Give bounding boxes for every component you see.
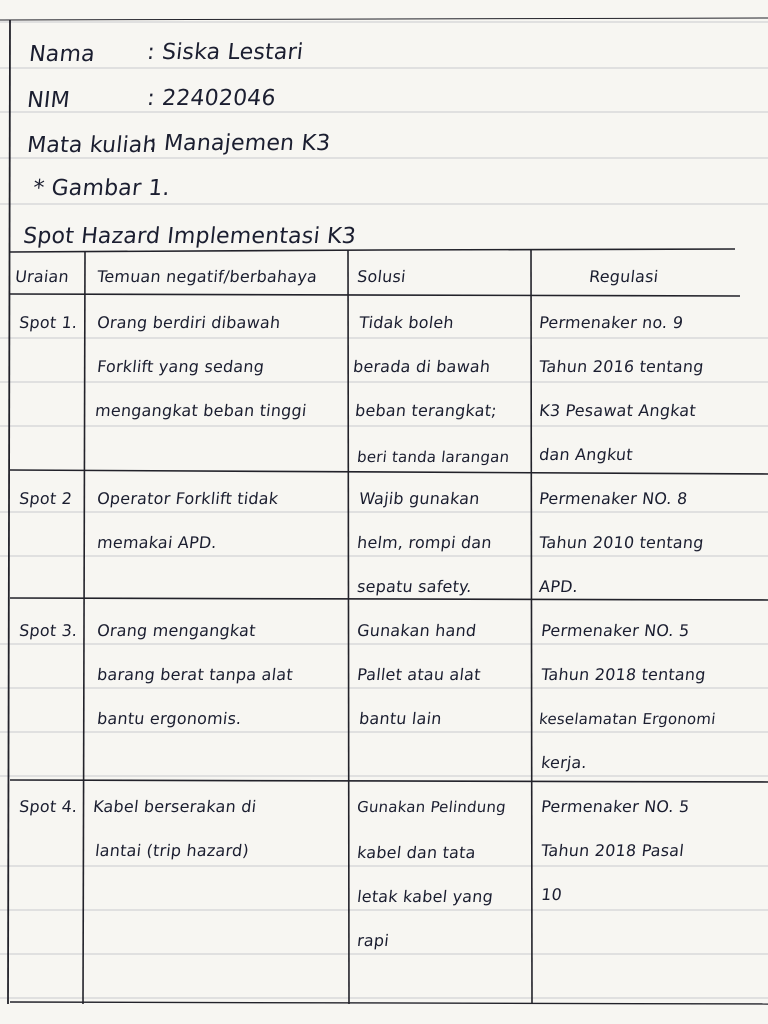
solusi-line: letak kabel yang [356, 887, 495, 906]
course-label: Mata kuliah [25, 133, 158, 158]
regulasi-line: keselamatan Ergonomi [538, 710, 717, 728]
course-value: : Manajemen K3 [147, 131, 332, 156]
regulasi-line: Permenaker no. 9 [538, 313, 685, 332]
solusi-line: rapi [356, 931, 391, 950]
table-title: Spot Hazard Implementasi K3 [21, 224, 358, 249]
temuan-line: memakai APD. [96, 533, 218, 552]
solusi-line: helm, rompi dan [356, 533, 493, 552]
regulasi-line: 10 [540, 885, 563, 904]
col-header-regulasi: Regulasi [588, 267, 660, 286]
solusi-line: Tidak boleh [358, 313, 455, 332]
temuan-line: Operator Forklift tidak [96, 489, 280, 508]
regulasi-line: Permenaker NO. 8 [538, 489, 689, 508]
temuan-line: Orang berdiri dibawah [96, 313, 282, 332]
figure-label: * Gambar 1. [31, 176, 172, 201]
solusi-line: berada di bawah [352, 357, 492, 376]
regulasi-line: Permenaker NO. 5 [540, 797, 691, 816]
nim-value: : 22402046 [145, 86, 277, 111]
regulasi-line: Tahun 2018 tentang [540, 665, 707, 684]
temuan-line: Orang mengangkat [96, 621, 257, 640]
solusi-line: sepatu safety. [356, 577, 473, 596]
regulasi-line: Tahun 2010 tentang [538, 533, 705, 552]
solusi-line: Wajib gunakan [358, 489, 481, 508]
col-header-uraian: Uraian [14, 267, 70, 286]
col-header-solusi: Solusi [356, 267, 407, 286]
col-header-temuan: Temuan negatif/berbahaya [96, 267, 319, 286]
solusi-line: Gunakan Pelindung [356, 798, 507, 816]
solusi-line: kabel dan tata [356, 843, 477, 862]
solusi-line: beri tanda larangan [356, 448, 511, 466]
spot-label: Spot 3. [18, 621, 79, 640]
nim-label: NIM [25, 88, 72, 113]
regulasi-line: APD. [538, 577, 580, 596]
temuan-line: Kabel berserakan di [92, 797, 258, 816]
temuan-line: lantai (trip hazard) [94, 841, 250, 860]
regulasi-line: Tahun 2018 Pasal [540, 841, 685, 860]
regulasi-line: kerja. [540, 753, 588, 772]
regulasi-line: K3 Pesawat Angkat [538, 401, 697, 420]
solusi-line: beban terangkat; [354, 401, 498, 420]
spot-label: Spot 2 [18, 489, 74, 508]
solusi-line: Pallet atau alat [356, 665, 482, 684]
regulasi-line: Permenaker NO. 5 [540, 621, 691, 640]
spot-label: Spot 4. [18, 797, 79, 816]
solusi-line: bantu lain [358, 709, 443, 728]
name-value: : Siska Lestari [145, 40, 305, 65]
temuan-line: barang berat tanpa alat [96, 665, 294, 684]
regulasi-line: Tahun 2016 tentang [538, 357, 705, 376]
regulasi-line: dan Angkut [538, 445, 634, 464]
temuan-line: bantu ergonomis. [96, 709, 243, 728]
temuan-line: Forklift yang sedang [96, 357, 266, 376]
temuan-line: mengangkat beban tinggi [94, 401, 308, 420]
spot-label: Spot 1. [18, 313, 79, 332]
name-label: Nama [27, 42, 97, 67]
solusi-line: Gunakan hand [356, 621, 478, 640]
